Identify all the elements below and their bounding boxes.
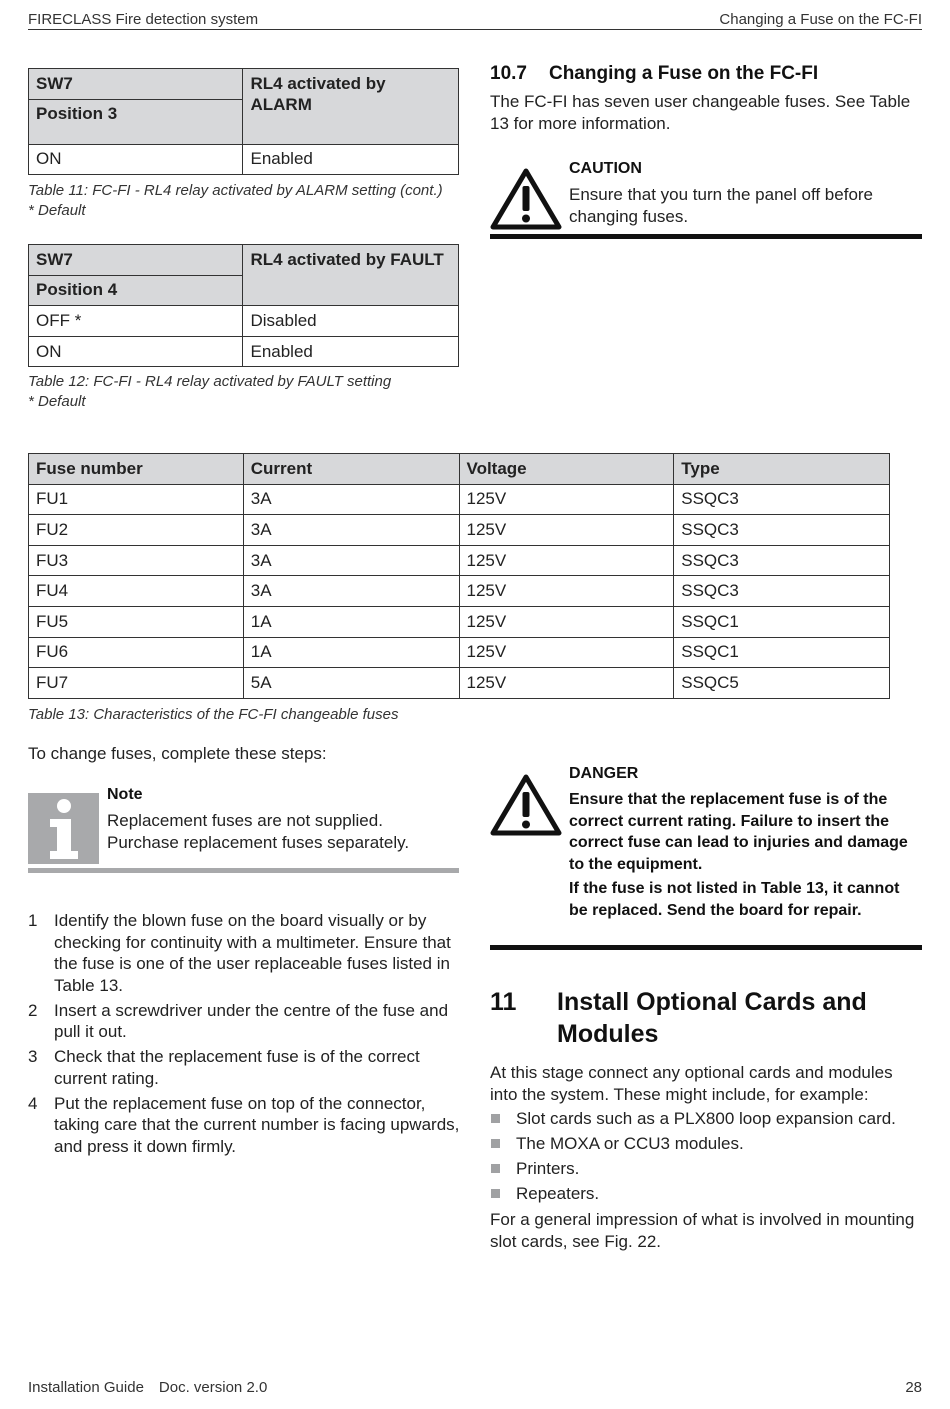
danger-divider	[490, 945, 922, 950]
header-doc-title: FIRECLASS Fire detection system	[28, 11, 259, 28]
section-title: Changing a Fuse on the FC-FI	[548, 63, 819, 84]
footer-doc-info: Installation Guide Doc. version 2.0	[28, 1379, 268, 1396]
steps-intro: To change fuses, complete these steps:	[28, 744, 327, 763]
note-text: Replacement fuses are not supplied. Purchase replacement fuses separately.	[107, 811, 410, 852]
table-cell: 125V	[459, 545, 674, 576]
table-row	[29, 306, 459, 337]
table-row	[29, 144, 459, 175]
list-item	[490, 1158, 922, 1180]
table-cell: 125V	[459, 606, 674, 637]
table-cell: ON	[29, 144, 243, 175]
section-11-bullets	[490, 1108, 922, 1208]
bullet-square-icon	[491, 1139, 500, 1148]
table-row	[29, 484, 890, 515]
danger-label: DANGER	[569, 765, 639, 782]
table-cell: Disabled	[243, 306, 459, 337]
table-13-header-type: Type	[674, 454, 890, 485]
table-12-caption	[28, 372, 468, 412]
table-cell: SSQC5	[674, 668, 890, 699]
caution-label: CAUTION	[569, 160, 642, 177]
table-row	[29, 515, 890, 546]
table-cell: 125V	[459, 484, 674, 515]
table-13-header-fuse-number: Fuse number	[29, 454, 244, 485]
danger-text-2: If the fuse is not listed in Table 13, it cannot be replaced. Send the board for repair.	[569, 880, 900, 919]
caption-footnote: * Default	[28, 202, 86, 219]
warning-triangle-icon	[490, 166, 562, 230]
page-number: 28	[905, 1379, 922, 1396]
table-cell: 125V	[459, 576, 674, 607]
bullet-text: Slot cards such as a PLX800 loop expansion card.	[516, 1109, 896, 1128]
table-13-header-voltage: Voltage	[459, 454, 674, 485]
table-13	[28, 453, 890, 699]
bullet-square-icon	[491, 1114, 500, 1123]
table-cell: SSQC1	[674, 637, 890, 668]
bullet-text: Printers.	[516, 1159, 580, 1178]
section-number: 10.7	[490, 63, 527, 84]
caption-footnote: * Default	[28, 393, 86, 410]
step-number: 1	[28, 911, 38, 930]
table-row	[29, 336, 459, 367]
table-11-caption	[28, 181, 468, 221]
step-text: Put the replacement fuse on top of the connector, taking care that the current number is facing upwards, and press it down firmly.	[54, 1093, 460, 1156]
step-number: 4	[28, 1093, 38, 1113]
section-10-7-intro: The FC-FI has seven user changeable fuses. See Table 13 for more information.	[490, 92, 911, 133]
caution-text: Ensure that you turn the panel off before changing fuses.	[569, 185, 874, 226]
section-11-outro: For a general impression of what is involved in mounting slot cards, see Fig. 22.	[490, 1210, 915, 1251]
table-cell: FU1	[29, 484, 244, 515]
table-cell: ON	[29, 336, 243, 367]
table-11-header-position: Position 3	[29, 99, 243, 144]
table-cell: 3A	[243, 545, 459, 576]
bullet-square-icon	[491, 1189, 500, 1198]
table-row	[29, 545, 890, 576]
table-13-caption: Table 13: Characteristics of the FC-FI changeable fuses	[28, 706, 399, 723]
bullet-square-icon	[491, 1164, 500, 1173]
table-cell: SSQC3	[674, 515, 890, 546]
table-row	[29, 606, 890, 637]
table-cell: 5A	[243, 668, 459, 699]
table-row	[29, 668, 890, 699]
table-cell: 125V	[459, 637, 674, 668]
table-row	[29, 637, 890, 668]
section-10-7-heading	[490, 63, 818, 85]
step-text: Insert a screwdriver under the centre of the fuse and pull it out.	[54, 1000, 449, 1041]
table-cell: 1A	[243, 637, 459, 668]
caption-line: Table 12: FC-FI - RL4 relay activated by FAULT setting	[28, 373, 392, 390]
table-cell: Enabled	[243, 336, 459, 367]
list-item	[490, 1133, 922, 1155]
page-footer	[28, 1379, 922, 1399]
note-label: Note	[107, 786, 143, 803]
table-cell: 3A	[243, 515, 459, 546]
caption-line: Table 11: FC-FI - RL4 relay activated by ALARM setting (cont.)	[28, 182, 443, 199]
table-cell: 125V	[459, 515, 674, 546]
table-cell: OFF *	[29, 306, 243, 337]
table-cell: FU6	[29, 637, 244, 668]
step-text: Identify the blown fuse on the board visually or by checking for continuity with a multimeter. Ensure that the fuse is one of the user replaceable fuses listed in Table 13.	[54, 911, 451, 995]
table-cell: 3A	[243, 484, 459, 515]
table-13-header-current: Current	[243, 454, 459, 485]
table-cell: SSQC1	[674, 606, 890, 637]
table-row	[29, 576, 890, 607]
page-header	[28, 10, 922, 30]
step-number: 3	[28, 1047, 38, 1066]
list-item	[28, 1000, 460, 1043]
table-cell: FU7	[29, 668, 244, 699]
caution-divider	[490, 234, 922, 239]
table-cell: SSQC3	[674, 576, 890, 607]
table-cell: FU3	[29, 545, 244, 576]
section-11-number: 11	[490, 988, 517, 1016]
step-number: 2	[28, 1000, 38, 1020]
table-12-header-rl4: RL4 activated by FAULT	[243, 245, 459, 306]
table-cell: 1A	[243, 606, 459, 637]
table-11-header-sw7: SW7	[29, 69, 243, 100]
header-section-title: Changing a Fuse on the FC-FI	[719, 11, 922, 28]
step-text: Check that the replacement fuse is of the correct current rating.	[54, 1047, 420, 1088]
table-cell: FU2	[29, 515, 244, 546]
danger-text: Ensure that the replacement fuse is of the correct current rating. Failure to insert the correct fuse can lead to injuries and damage to the equipment.	[569, 791, 908, 873]
note-divider	[28, 868, 459, 873]
list-item	[490, 1183, 922, 1205]
section-11-intro: At this stage connect any optional cards and modules into the system. These might include, for example:	[490, 1063, 893, 1104]
warning-triangle-icon	[490, 772, 562, 836]
list-item	[28, 910, 460, 996]
table-11-header-rl4: RL4 activated by ALARM	[243, 69, 459, 145]
table-11	[28, 68, 459, 175]
table-12	[28, 244, 459, 367]
table-cell: Enabled	[243, 144, 459, 175]
steps-list	[28, 910, 460, 1161]
table-12-header-sw7: SW7	[29, 245, 243, 276]
table-cell: 125V	[459, 668, 674, 699]
list-item	[28, 1046, 460, 1089]
table-cell: SSQC3	[674, 545, 890, 576]
table-cell: 3A	[243, 576, 459, 607]
table-cell: FU5	[29, 606, 244, 637]
list-item	[490, 1108, 922, 1130]
bullet-text: The MOXA or CCU3 modules.	[516, 1134, 744, 1153]
bullet-text: Repeaters.	[516, 1184, 600, 1203]
info-icon	[28, 793, 99, 864]
list-item	[28, 1093, 460, 1158]
section-11-title: Install Optional Cards and Modules	[557, 988, 867, 1048]
table-12-header-position: Position 4	[29, 275, 243, 306]
table-cell: FU4	[29, 576, 244, 607]
table-cell: SSQC3	[674, 484, 890, 515]
